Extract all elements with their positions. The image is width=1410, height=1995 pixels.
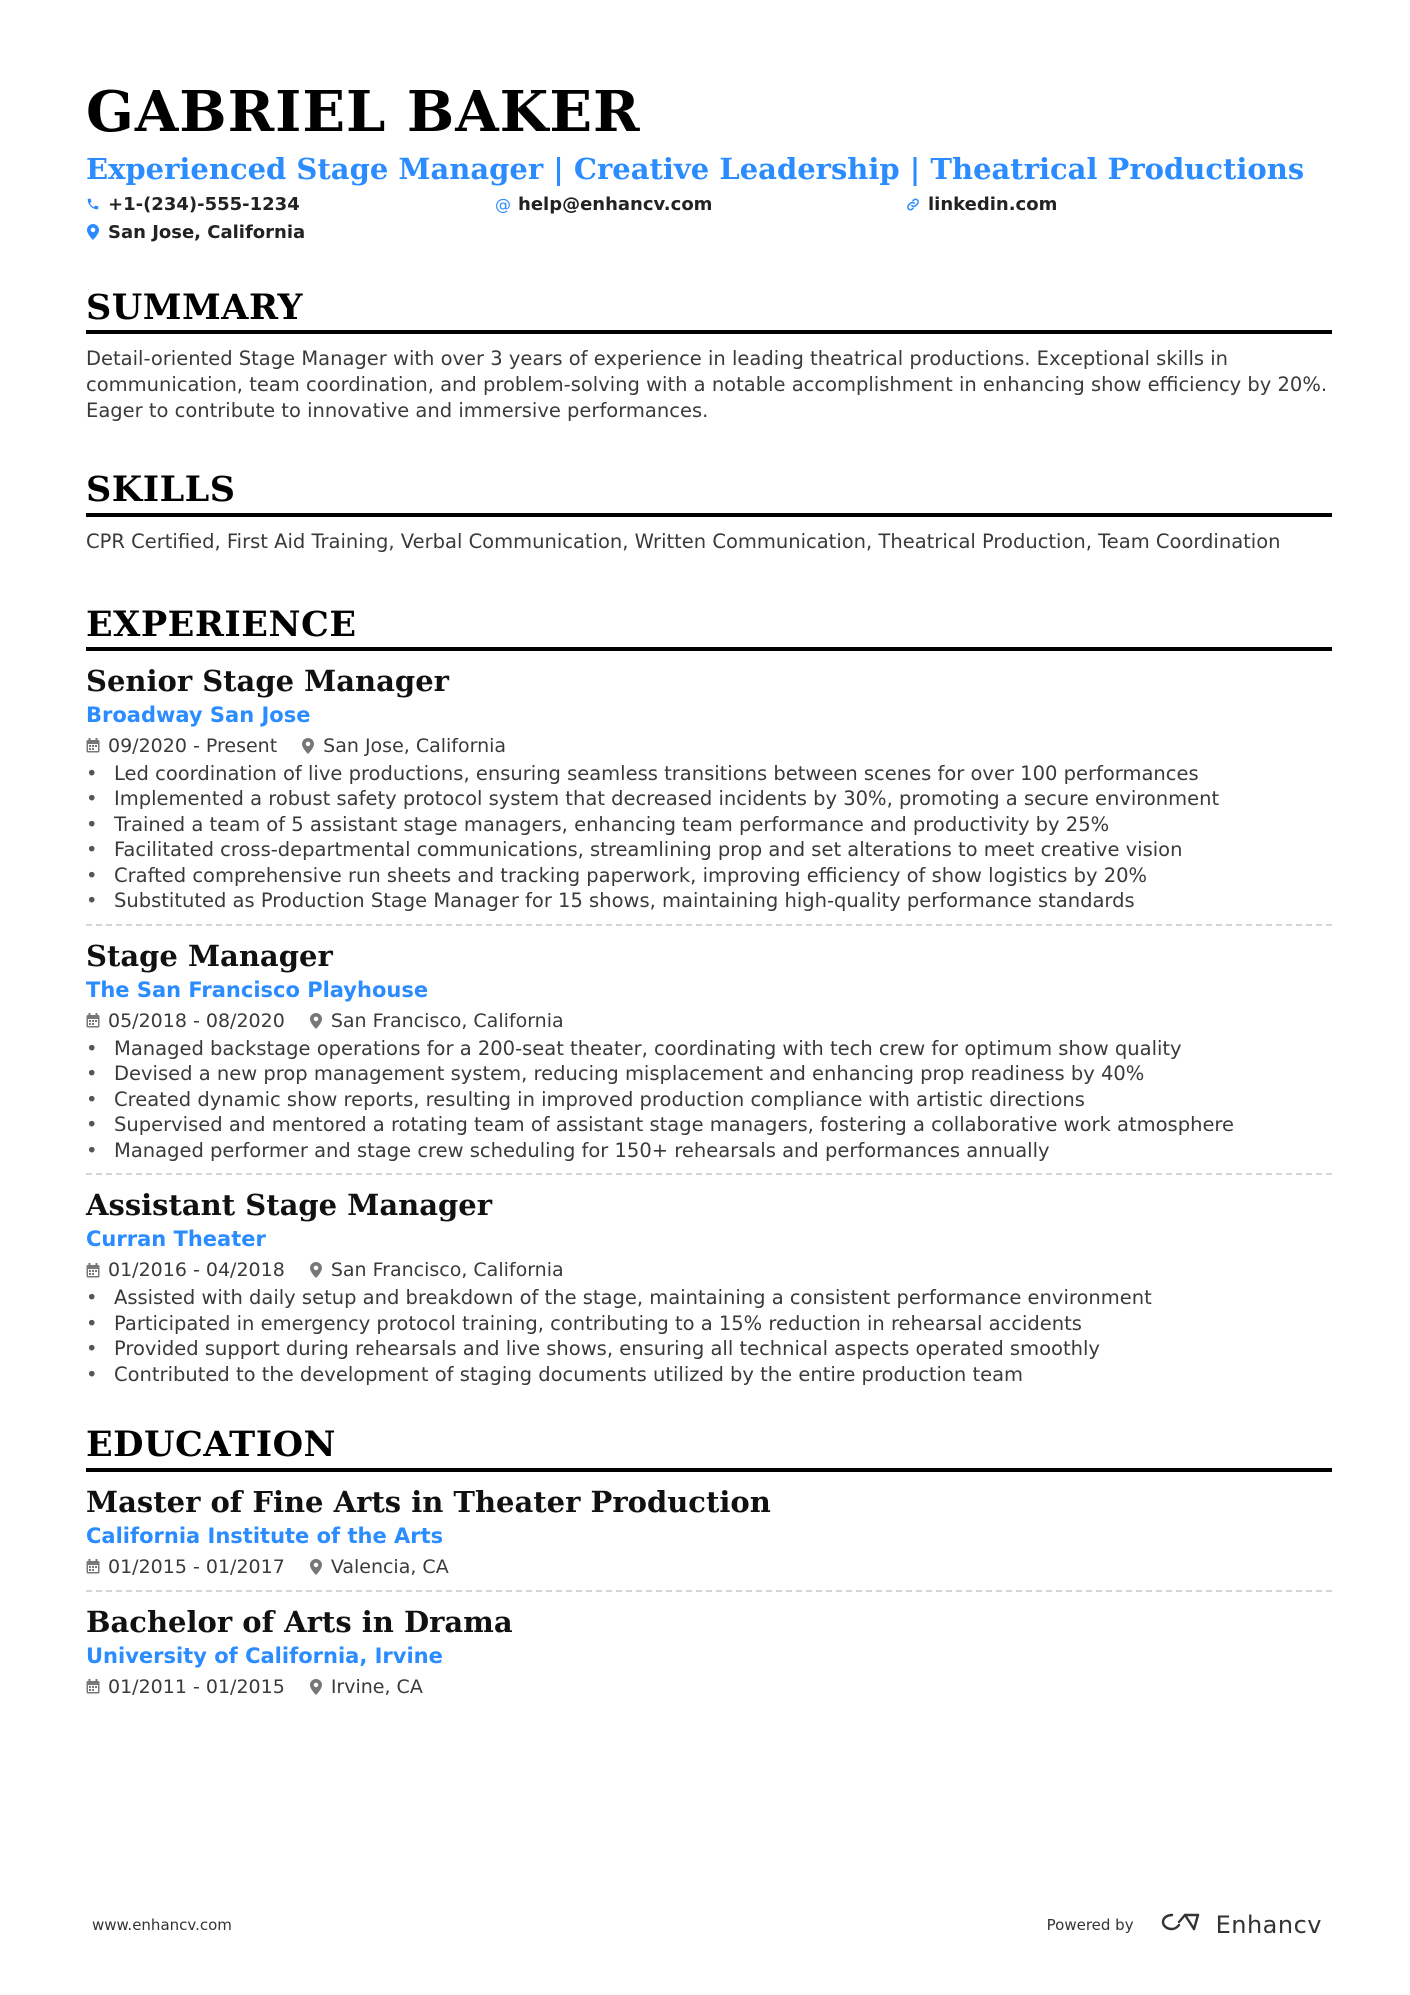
- location-text: Irvine, CA: [330, 1675, 423, 1698]
- list-item: • Devised a new prop management system, reducing misplacement and enhancing prop readiness by 40%: [86, 1061, 1332, 1087]
- list-item: • Contributed to the development of staging documents utilized by the entire production team: [86, 1362, 1332, 1388]
- education-location: [309, 1674, 423, 1700]
- brand-logo[interactable]: [1158, 1910, 1322, 1940]
- summary-section: [86, 288, 1332, 424]
- link-icon: [906, 196, 920, 212]
- list-item: • Substituted as Production Stage Manager for 15 shows, maintaining high-quality performance standards: [86, 888, 1332, 914]
- job-meta: [86, 733, 1332, 759]
- calendar-icon: [86, 1559, 100, 1575]
- email-text: help@enhancv.com: [518, 193, 713, 215]
- experience-entry: [86, 663, 1332, 914]
- contact-location: [86, 220, 496, 244]
- education-entry: [86, 1604, 1332, 1700]
- contact-info: [86, 192, 1332, 244]
- degree-title: Master of Fine Arts in Theater Production: [86, 1484, 771, 1519]
- company-name: Curran Theater: [86, 1227, 266, 1252]
- dates-text: 01/2015 - 01/2017: [108, 1555, 285, 1578]
- experience-entry: [86, 1187, 1332, 1387]
- calendar-icon: [86, 1262, 100, 1278]
- location-text: San Francisco, California: [330, 1009, 564, 1032]
- list-item: • Implemented a robust safety protocol system that decreased incidents by 30%, promoting a secure environment: [86, 786, 1332, 812]
- section-divider: [86, 330, 1332, 334]
- experience-heading: EXPERIENCE: [86, 603, 357, 645]
- location-pin-icon: [86, 224, 100, 240]
- location-pin-icon: [309, 1679, 323, 1695]
- footer-website-link[interactable]: www.enhancv.com: [92, 1916, 232, 1934]
- location-pin-icon: [309, 1262, 323, 1278]
- education-dates: [86, 1554, 285, 1580]
- list-item: • Assisted with daily setup and breakdown of the stage, maintaining a consistent performance environment: [86, 1285, 1332, 1311]
- list-item: • Provided support during rehearsals and live shows, ensuring all technical aspects operated smoothly: [86, 1336, 1332, 1362]
- enhancv-logo-icon: [1158, 1910, 1206, 1940]
- location-text: San Jose, California: [323, 734, 507, 757]
- page-footer: [92, 1910, 1322, 1940]
- experience-section: [86, 605, 1332, 1388]
- location-text: Valencia, CA: [330, 1555, 449, 1578]
- company-name: Broadway San Jose: [86, 702, 311, 727]
- school-name: California Institute of the Arts: [86, 1523, 444, 1548]
- list-item: • Managed performer and stage crew scheduling for 150+ rehearsals and performances annually: [86, 1138, 1332, 1164]
- location-pin-icon: [309, 1559, 323, 1575]
- job-dates: [86, 1008, 285, 1034]
- education-section: [86, 1425, 1332, 1699]
- section-divider: [86, 513, 1332, 517]
- skills-text: CPR Certified, First Aid Training, Verbal Communication, Written Communication, Theatrical Production, Team Coordination: [86, 529, 1281, 553]
- location-pin-icon: [309, 1013, 323, 1029]
- location-text: San Jose, California: [108, 221, 306, 243]
- section-divider: [86, 647, 1332, 651]
- job-location: [309, 1257, 564, 1283]
- experience-entry: [86, 938, 1332, 1164]
- list-item: • Managed backstage operations for a 200-seat theater, coordinating with tech crew for optimum show quality: [86, 1036, 1332, 1062]
- job-bullets: [86, 761, 1332, 914]
- job-bullets: [86, 1285, 1332, 1387]
- job-location: [301, 733, 506, 759]
- dates-text: 09/2020 - Present: [108, 734, 278, 757]
- list-item: • Facilitated cross-departmental communications, streamlining prop and set alterations to meet creative vision: [86, 837, 1332, 863]
- phone-icon: [86, 196, 100, 212]
- education-dates: [86, 1674, 285, 1700]
- linkedin-text: linkedin.com: [928, 193, 1058, 215]
- summary-heading: SUMMARY: [86, 287, 303, 328]
- contact-email[interactable]: [496, 192, 906, 216]
- dates-text: 01/2016 - 04/2018: [108, 1259, 285, 1282]
- contact-phone[interactable]: [86, 192, 496, 216]
- at-icon: @: [495, 194, 511, 214]
- resume-page: [86, 70, 1332, 1700]
- education-entry: [86, 1484, 1332, 1580]
- job-location: [309, 1008, 564, 1034]
- list-item: • Participated in emergency protocol training, contributing to a 15% reduction in rehearsal accidents: [86, 1311, 1332, 1337]
- job-meta: [86, 1008, 1332, 1034]
- job-dates: [86, 1257, 285, 1283]
- skills-section: [86, 470, 1332, 554]
- company-name: The San Francisco Playhouse: [86, 977, 429, 1002]
- calendar-icon: [86, 1013, 100, 1029]
- section-divider: [86, 1468, 1332, 1472]
- entry-divider: [86, 924, 1332, 926]
- job-title: Senior Stage Manager: [86, 663, 449, 698]
- list-item: • Led coordination of live productions, ensuring seamless transitions between scenes for over 100 performances: [86, 761, 1332, 787]
- calendar-icon: [86, 738, 100, 754]
- job-title: Stage Manager: [86, 938, 333, 973]
- list-item: • Supervised and mentored a rotating team of assistant stage managers, fostering a collaborative work atmosphere: [86, 1112, 1332, 1138]
- job-bullets: [86, 1036, 1332, 1164]
- degree-title: Bachelor of Arts in Drama: [86, 1604, 513, 1639]
- entry-divider: [86, 1173, 1332, 1175]
- location-pin-icon: [301, 738, 315, 754]
- education-meta: [86, 1674, 1332, 1700]
- phone-text: +1-(234)-555-1234: [108, 193, 300, 215]
- location-text: San Francisco, California: [330, 1259, 564, 1282]
- skills-heading: SKILLS: [86, 469, 236, 511]
- dates-text: 05/2018 - 08/2020: [108, 1009, 285, 1032]
- list-item: • Trained a team of 5 assistant stage managers, enhancing team performance and productivity by 25%: [86, 812, 1332, 838]
- summary-text: Detail-oriented Stage Manager with over 3 years of experience in leading theatrical productions. Exceptional skills in communication, team coordination, and problem-solving with a notable accomplishment in enhancing show efficiency by 20%. Eager to contribute to innovative and immersive performances.: [86, 347, 1328, 423]
- entry-divider: [86, 1590, 1332, 1592]
- education-meta: [86, 1554, 1332, 1580]
- job-meta: [86, 1257, 1332, 1283]
- list-item: • Crafted comprehensive run sheets and tracking paperwork, improving efficiency of show logistics by 20%: [86, 863, 1332, 889]
- list-item: • Created dynamic show reports, resulting in improved production compliance with artistic directions: [86, 1087, 1332, 1113]
- calendar-icon: [86, 1679, 100, 1695]
- powered-by: [1047, 1910, 1322, 1940]
- education-location: [309, 1554, 449, 1580]
- school-name: University of California, Irvine: [86, 1643, 443, 1668]
- contact-linkedin[interactable]: [906, 192, 1206, 216]
- job-title: Assistant Stage Manager: [86, 1188, 492, 1223]
- job-dates: [86, 733, 277, 759]
- dates-text: 01/2011 - 01/2015: [108, 1675, 285, 1698]
- powered-by-label: Powered by: [1046, 1916, 1134, 1934]
- candidate-name: GABRIEL BAKER: [86, 79, 641, 145]
- candidate-headline: Experienced Stage Manager | Creative Leadership | Theatrical Productions: [86, 152, 1305, 186]
- brand-name: Enhancv: [1215, 1911, 1322, 1939]
- education-heading: EDUCATION: [86, 1424, 337, 1466]
